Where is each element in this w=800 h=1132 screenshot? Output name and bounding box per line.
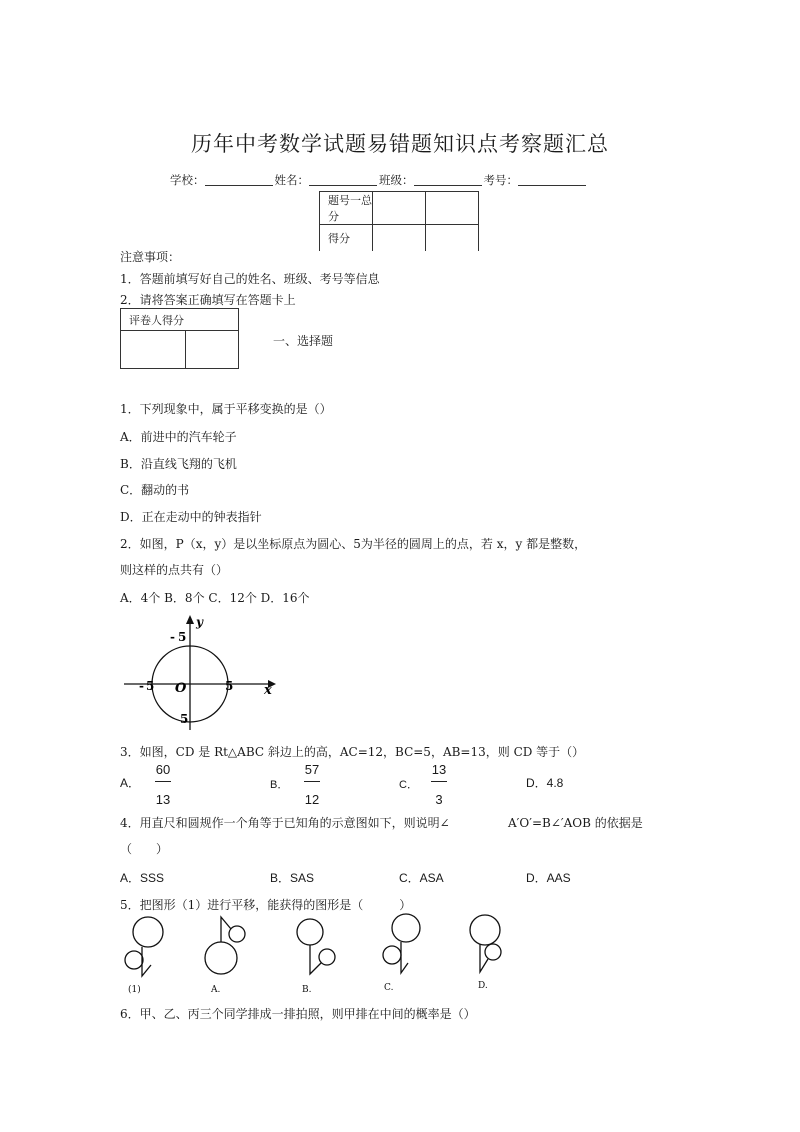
fraction-numerator: 60 <box>155 762 171 777</box>
score-table <box>319 191 479 251</box>
figure-a[interactable] <box>205 917 245 974</box>
figure-d[interactable] <box>470 915 501 972</box>
question-3-stem: 3．如图，CD 是 Rt△ABC 斜边上的高，AC=12，BC=5，AB=13，则 CD 等于（） <box>120 745 585 759</box>
figure-label: B. <box>302 985 312 994</box>
question-1-option[interactable]: C．翻动的书 <box>120 483 190 497</box>
figure-label: D. <box>478 981 488 991</box>
page-title: 历年中考数学试题易错题知识点考察题汇总 <box>191 132 609 156</box>
score-table-cell <box>373 192 426 225</box>
grader-table <box>120 308 239 369</box>
question-3-option-b-letter[interactable]: B． <box>270 779 289 791</box>
name-blank[interactable] <box>309 174 377 186</box>
exam-no-label: 考号： <box>483 173 518 187</box>
fraction-bar <box>431 781 447 782</box>
circle-coordinate-figure <box>118 612 288 734</box>
question-2-stem-line2: 则这样的点共有（） <box>120 563 229 577</box>
question-3-option-c-letter[interactable]: C． <box>399 779 418 791</box>
grader-cell[interactable] <box>186 331 239 369</box>
top-tick-neg: - <box>170 630 175 644</box>
score-table-cell[interactable] <box>426 225 479 251</box>
question-1-stem: 1．下列现象中，属于平移变换的是（） <box>120 402 332 416</box>
name-label: 姓名： <box>274 173 309 187</box>
bottom-tick-label: 5 <box>180 712 189 726</box>
question-4-option[interactable]: B．SAS <box>270 871 315 885</box>
score-table-cell <box>426 192 479 225</box>
figure-label: (1) <box>128 985 141 994</box>
question-3-option-b-fraction[interactable] <box>292 762 332 807</box>
right-tick-label: 5 <box>225 679 234 693</box>
question-1-option[interactable]: B．沿直线飞翔的飞机 <box>120 457 237 471</box>
fraction-bar <box>304 781 320 782</box>
y-axis-label: y <box>196 615 203 629</box>
question-4-option[interactable]: D．AAS <box>526 871 571 885</box>
figure-label: A. <box>211 985 221 994</box>
question-3-option-d[interactable]: D．4.8 <box>526 776 564 790</box>
class-blank[interactable] <box>414 174 482 186</box>
notes-heading: 注意事项： <box>120 250 181 264</box>
school-label: 学校： <box>170 173 205 187</box>
question-2-options[interactable]: A．4个 B．8个 C．12个 D．16个 <box>120 591 310 605</box>
figure-1 <box>125 917 163 976</box>
figure-b[interactable] <box>297 919 335 974</box>
question-4-option[interactable]: A．SSS <box>120 871 165 885</box>
score-table-label-score: 得分 <box>320 225 373 251</box>
question-1-option[interactable]: D．正在走动中的钟表指针 <box>120 510 262 524</box>
score-table-cell[interactable] <box>373 225 426 251</box>
left-tick-neg: - <box>139 679 144 693</box>
question-4-stem-part1: 4．用直尺和圆规作一个角等于已知角的示意图如下，则说明∠ <box>120 816 450 830</box>
section-title: 一、选择题 <box>273 334 334 348</box>
fraction-denominator: 13 <box>155 792 171 807</box>
x-axis-label: x <box>264 683 272 698</box>
top-tick-label: 5 <box>178 630 187 644</box>
question-4-paren: （ ） <box>120 842 169 856</box>
grader-cell[interactable] <box>121 331 186 369</box>
left-tick-label: 5 <box>146 679 155 693</box>
question-3-option-c-fraction[interactable] <box>419 762 459 807</box>
fraction-numerator: 57 <box>304 762 320 777</box>
figure-c[interactable] <box>383 914 420 973</box>
class-label: 班级： <box>379 173 414 187</box>
school-blank[interactable] <box>205 174 273 186</box>
fraction-bar <box>155 781 171 782</box>
translation-figures <box>118 912 518 994</box>
exam-no-blank[interactable] <box>518 174 586 186</box>
note-item: 2．请将答案正确填写在答题卡上 <box>120 293 296 307</box>
question-5-stem: 5．把图形（1）进行平移，能获得的图形是（ ） <box>120 898 412 912</box>
fraction-numerator: 13 <box>431 762 447 777</box>
question-1-option[interactable]: A．前进中的汽车轮子 <box>120 430 237 444</box>
grader-table-header: 评卷人得分 <box>121 309 239 331</box>
y-axis-arrow <box>186 615 194 624</box>
question-3-option-a-fraction[interactable] <box>143 762 183 807</box>
question-6-stem: 6．甲、乙、丙三个同学排成一排拍照，则甲排在中间的概率是（） <box>120 1007 476 1021</box>
score-table-label-question: 题号一总分 <box>320 192 373 225</box>
student-info <box>170 172 588 188</box>
question-4-option[interactable]: C．ASA <box>399 871 444 885</box>
fraction-denominator: 3 <box>435 792 443 807</box>
question-3-option-a-letter[interactable]: A． <box>120 776 141 790</box>
figure-label: C. <box>384 983 394 993</box>
note-item: 1．答题前填写好自己的姓名、班级、考号等信息 <box>120 272 380 286</box>
question-2-stem-line1: 2．如图，P（x，y）是以坐标原点为圆心、5为半径的圆周上的点，若 x，y 都是整数， <box>120 537 587 551</box>
question-4-stem-part2: A′O′=B∠′AOB 的依据是 <box>508 816 643 830</box>
origin-label: O <box>175 681 187 696</box>
fraction-denominator: 12 <box>304 792 320 807</box>
